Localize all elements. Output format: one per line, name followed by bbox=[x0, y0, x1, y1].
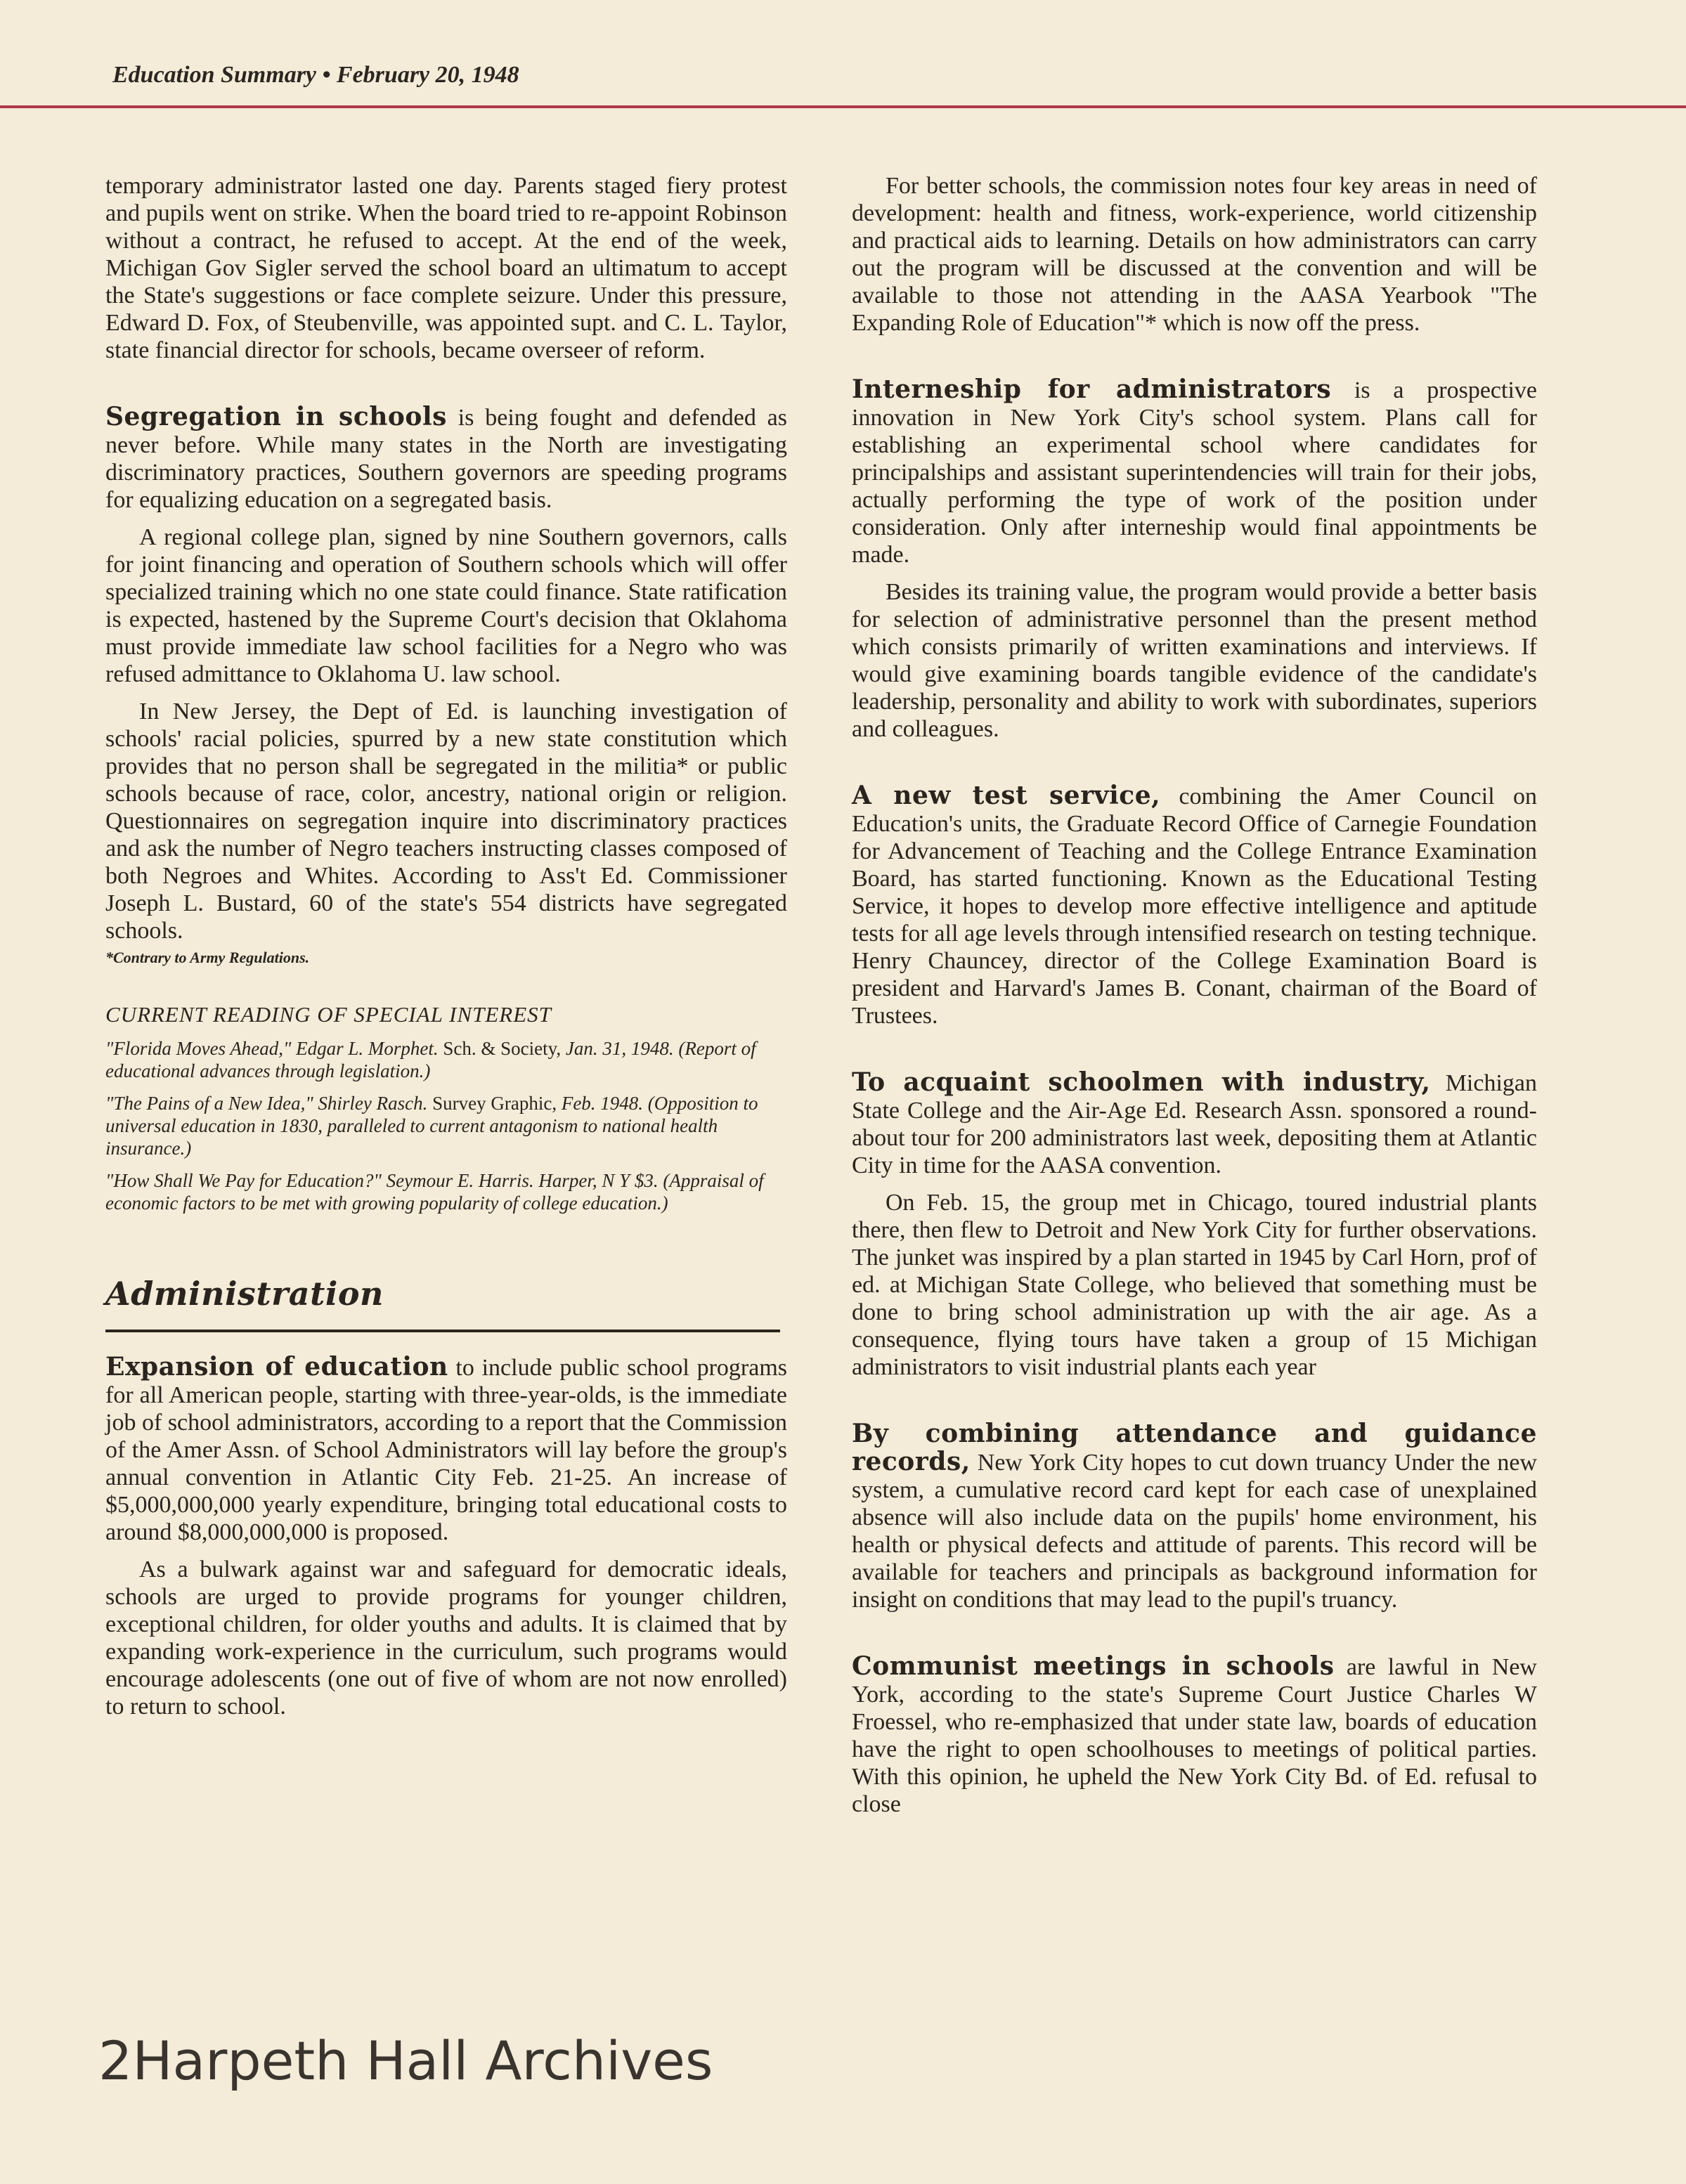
segregation-text: is being fought and defended as never before. While many states in the North are investigating discriminatory practices, Southern governors are speeding programs for equalizing education on a segregated basis. bbox=[105, 405, 787, 513]
archive-watermark: 2Harpeth Hall Archives bbox=[98, 2029, 713, 2092]
reading-note: Feb. 1948. (Opposition to universal education in 1830, paralleled to current antagonism to national health insurance.) bbox=[105, 1093, 758, 1159]
section-title: Administration bbox=[105, 1275, 384, 1313]
paragraph: In New Jersey, the Dept of Ed. is launching investigation of schools' racial policies, spurred by a new state constitution which provides that no person shall be segregated in the militia* or public schools because of race, color, ancestry, national origin or religion. Questionnaires on segregation inquire into discriminatory practices and ask the number of Negro teachers instructing classes composed of both Negroes and Whites. According to Ass't Ed. Commissioner Joseph L. Bustard, 60 of the state's 554 districts have segregated schools. bbox=[105, 698, 787, 944]
test-service-paragraph bbox=[852, 782, 1537, 1029]
reading-title: "How Shall We Pay for Education?" Seymour E. Harris. Harper, N Y $3. (Appraisal of economic factors to be met with growing popularity of college education.) bbox=[105, 1170, 764, 1214]
records-text: New York City hopes to cut down truancy Under the new system, a cumulative record card kept for each case of unexplained absence will also include data on the pupils' home environment, his health or physical defects and attitude of parents. This record will be available for teachers and principals as background information for insight on conditions that may lead to the pupil's truancy. bbox=[852, 1450, 1537, 1613]
reading-source: Sch. & Society, bbox=[438, 1038, 566, 1059]
reading-title: "Florida Moves Ahead," Edgar L. Morphet. bbox=[105, 1038, 439, 1059]
right-column bbox=[852, 172, 1537, 1818]
communist-text: are lawful in New York, according to the state's Supreme Court Justice Charles W Froessel, who re-emphasized that under state law, boards of education have the right to open schoolhouses to meetings of political parties. With this opinion, he upheld the New York City Bd. of Ed. refusal to close bbox=[852, 1654, 1537, 1817]
acquaint-heading: To acquaint schoolmen with industry, bbox=[852, 1067, 1431, 1097]
interneship-paragraph bbox=[852, 376, 1537, 568]
paragraph: Besides its training value, the program would provide a better basis for selection of administrative personnel than the present method which consists primarily of written examinations and interviews. If would give examining boards tangible evidence of the candidate's leadership, personality and ability to work with subordinates, superiors and colleagues. bbox=[852, 579, 1537, 742]
interneship-heading: Interneship for administrators bbox=[852, 375, 1332, 404]
expansion-paragraph bbox=[105, 1353, 787, 1546]
segregation-paragraph bbox=[105, 403, 787, 514]
test-service-heading: A new test service, bbox=[852, 781, 1161, 810]
reading-item bbox=[105, 1169, 787, 1214]
reading-title: "The Pains of a New Idea," Shirley Rasch. bbox=[105, 1093, 428, 1114]
records-heading: By combining attendance and guidance records, bbox=[852, 1419, 1537, 1476]
page-header: Education Summary • February 20, 1948 bbox=[112, 62, 519, 88]
records-paragraph bbox=[852, 1420, 1537, 1613]
communist-paragraph bbox=[852, 1653, 1537, 1818]
reading-item bbox=[105, 1092, 787, 1159]
acquaint-paragraph bbox=[852, 1069, 1537, 1179]
segregation-heading: Segregation in schools bbox=[105, 402, 447, 431]
reading-item bbox=[105, 1037, 787, 1082]
section-rule bbox=[105, 1330, 780, 1332]
paragraph: For better schools, the commission notes four key areas in need of development: health and fitness, work-experience, world citizenship and practical aids to learning. Details on how administrators can carry out the program will be discussed at the convention and will be available to those not attending in the AASA Yearbook "The Expanding Role of Education"* which is now off the press. bbox=[852, 173, 1537, 336]
reading-note: Jan. 31, 1948. (Report of educational advances through legislation.) bbox=[105, 1038, 756, 1081]
footnote: *Contrary to Army Regulations. bbox=[105, 949, 310, 966]
expansion-heading: Expansion of education bbox=[105, 1352, 448, 1382]
reading-source: Survey Graphic, bbox=[427, 1093, 562, 1114]
paragraph: As a bulwark against war and safeguard for democratic ideals, schools are urged to provide programs for younger children, exceptional children, for older youths and adults. It is claimed that by expanding work-experience in the curriculum, such programs would encourage adolescents (one out of five of whom are not now enrolled) to return to school. bbox=[105, 1556, 787, 1720]
left-column bbox=[105, 172, 787, 1720]
paragraph: temporary administrator lasted one day. Parents staged fiery protest and pupils went on strike. When the board tried to re-appoint Robinson without a contract, he refused to accept. At the end of the week, Michigan Gov Sigler served the school board an ultimatum to accept the State's suggestions or face complete seizure. Under this pressure, Edward D. Fox, of Steubenville, was appointed supt. and C. L. Taylor, state financial director for schools, became overseer of reform. bbox=[105, 173, 787, 363]
expansion-text: to include public school programs for all American people, starting with three-year-olds, is the immediate job of school administrators, according to a report that the Commission of the Amer Assn. of School Administrators will lay before the group's annual convention in Atlantic City Feb. 21-25. An increase of $5,000,000,000 yearly expenditure, bringing total educational costs to around $8,000,000,000 is proposed. bbox=[105, 1355, 787, 1545]
paragraph: On Feb. 15, the group met in Chicago, toured industrial plants there, then flew to Detroit and New York City for further observations. The junket was inspired by a plan started in 1945 by Carl Horn, prof of ed. at Michigan State College, who believed that something must be done to bring school administration up with the air age. As a consequence, flying tours have taken a group of 15 Michigan administrators to visit industrial plants each year bbox=[852, 1190, 1537, 1380]
current-reading-title: CURRENT READING OF SPECIAL INTEREST bbox=[105, 1002, 552, 1027]
acquaint-text: Michigan State College and the Air-Age Ed. Research Assn. sponsored a round-about tour for 200 administrators last week, depositing them at Atlantic City in time for the AASA convention. bbox=[852, 1070, 1537, 1178]
header-rule bbox=[0, 105, 1686, 108]
communist-heading: Communist meetings in schools bbox=[852, 1651, 1335, 1681]
interneship-text: is a prospective innovation in New York City's school system. Plans call for establishing an experimental school where candidates for principalships and assistant superintendencies will train for their jobs, actually performing the type of work of the position under consideration. Only after interneship would final appointments be made. bbox=[852, 377, 1537, 568]
paragraph: A regional college plan, signed by nine Southern governors, calls for joint financing and operation of Southern schools which will offer specialized training which no one state could finance. State ratification is expected, hastened by the Supreme Court's decision that Oklahoma must provide immediate law school facilities for a Negro who was refused admittance to Oklahoma U. law school. bbox=[105, 524, 787, 687]
test-service-text: combining the Amer Council on Education's units, the Graduate Record Office of Carnegie Foundation for Advancement of Teaching and the College Entrance Examination Board, has started functioning. Known as the Educational Testing Service, it hopes to develop more effective intelligence and aptitude tests for all age levels through intensified research on testing technique. Henry Chauncey, director of the College Examination Board is president and Harvard's James B. Conant, chairman of the Board of Trustees. bbox=[852, 784, 1537, 1029]
